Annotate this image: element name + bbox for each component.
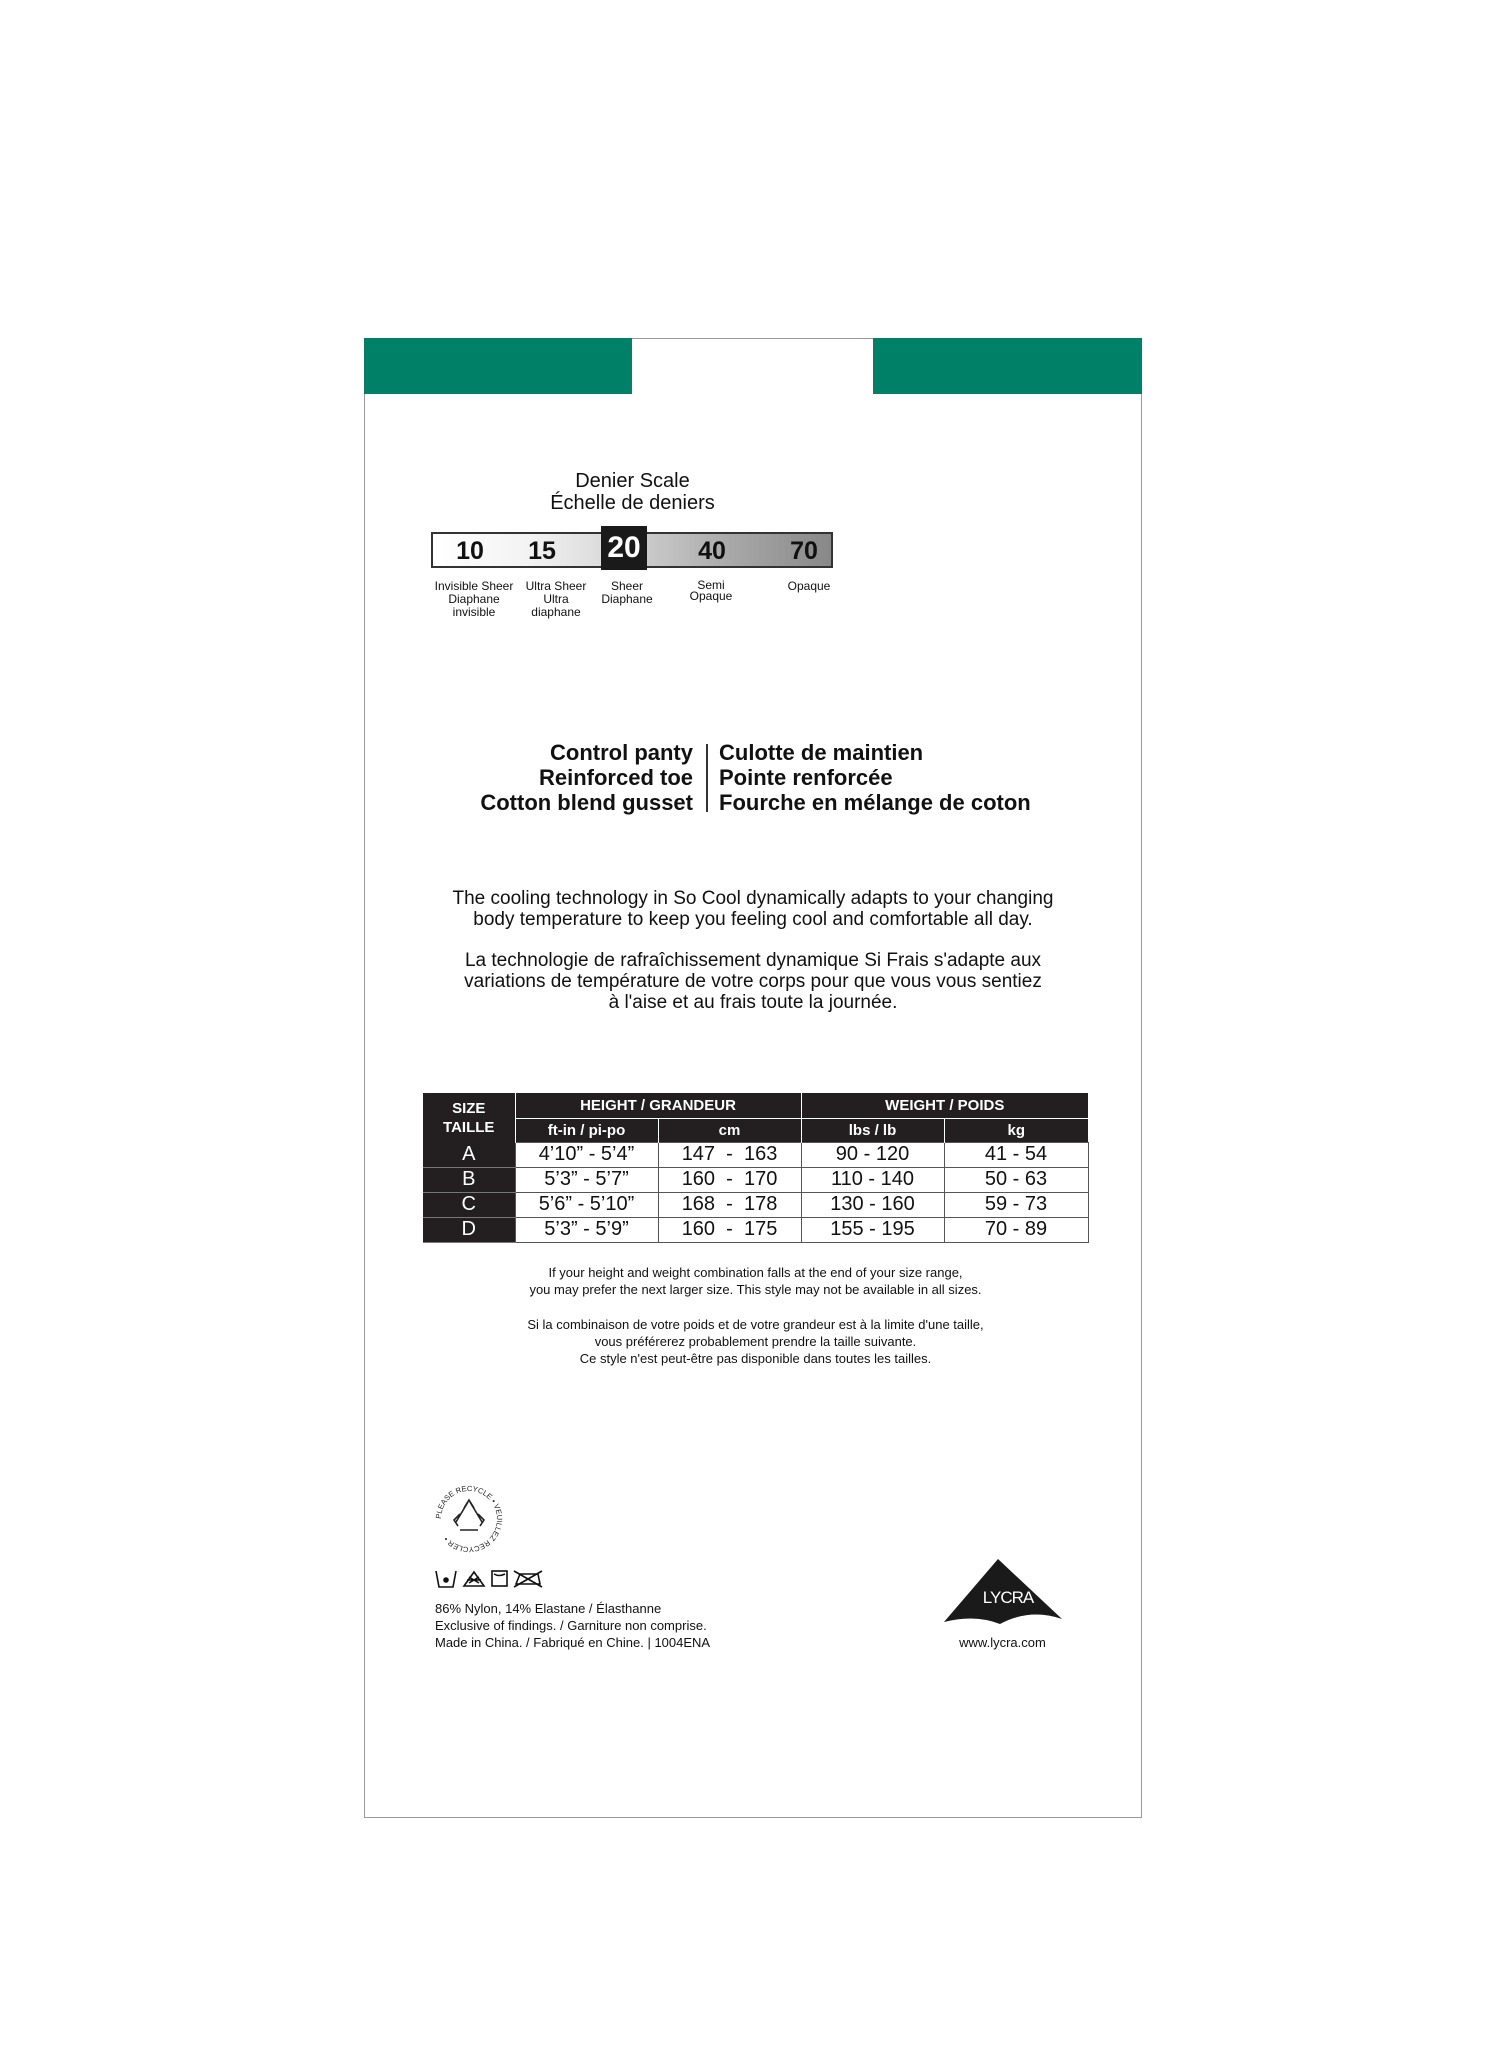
lbs-cell: 130 - 160 [801,1192,944,1217]
lycra-url: www.lycra.com [959,1635,1046,1650]
description-line: The cooling technology in So Cool dynamically adapts to your changing [452,888,1054,909]
size-note-en [423,1264,1088,1298]
recycle-icon [434,1484,504,1554]
table-row [423,1217,1088,1242]
note-line: Ce style n'est peut-être pas disponible dans toutes les tailles. [579,1351,932,1366]
lbs-cell: 155 - 195 [801,1217,944,1242]
denier-label-line: Sheer [610,579,644,593]
denier-label-line: Ultra [543,592,569,606]
feature-en-1: Control panty [550,740,693,765]
table-row [423,1192,1088,1217]
lbs-cell: 110 - 140 [801,1167,944,1192]
denier-value-40: 40 [698,537,726,565]
svg-text:PLEASE RECYCLE • VEUILLEZ RECY [434,1484,504,1554]
green-band-left [364,338,632,394]
feature-en-3: Cotton blend gusset [480,790,693,815]
denier-label-line: Diaphane [448,592,500,606]
denier-label-line: Diaphane [601,592,653,606]
denier-value-70: 70 [790,537,818,565]
ftin-cell: 5’3” - 5’7” [515,1167,658,1192]
description-line: à l'aise et au frais toute la journée. [608,992,898,1013]
lbs-cell: 90 - 120 [801,1142,944,1167]
table-row [423,1167,1088,1192]
features-divider [706,744,708,812]
denier-scale-title [500,470,765,514]
ftin-cell: 5’3” - 5’9” [515,1217,658,1242]
feature-fr-2: Pointe renforcée [719,765,893,790]
denier-label-40 [676,580,746,602]
weight-header: WEIGHT / POIDS [801,1093,1088,1118]
note-line: you may prefer the next larger size. This style may not be available in all sizes. [529,1282,982,1297]
origin-line: Made in China. / Fabriqué en Chine. | 1004ENA [435,1635,711,1650]
table-row [423,1142,1088,1167]
features-fr [719,740,1059,815]
fabric-line: 86% Nylon, 14% Elastane / Élasthanne [435,1601,662,1616]
kg-cell: 70 - 89 [944,1217,1088,1242]
subheader-lbs: lbs / lb [801,1118,944,1142]
cm-cell: 147 - 163 [658,1142,801,1167]
green-band-right [873,338,1142,394]
kg-cell: 41 - 54 [944,1142,1088,1167]
denier-value-10: 10 [456,537,484,565]
size-header-fr: TAILLE [443,1118,495,1136]
size-cell: B [423,1167,515,1192]
size-header-en: SIZE [452,1099,486,1117]
denier-label-line: Invisible Sheer [434,579,514,593]
size-chart-table [423,1093,1089,1243]
feature-fr-1: Culotte de maintien [719,740,924,765]
subheader-cm: cm [658,1118,801,1142]
denier-scale-bar [431,532,833,568]
denier-title-en: Denier Scale [575,470,690,492]
note-line: vous préférerez probablement prendre la taille suivante. [594,1334,917,1349]
note-line: Si la combinaison de votre poids et de votre grandeur est à la limite d'une taille, [527,1317,984,1332]
ftin-cell: 5’6” - 5’10” [515,1192,658,1217]
size-note-fr [423,1316,1088,1367]
description-line: body temperature to keep you feeling cool and comfortable all day. [473,909,1033,930]
kg-cell: 59 - 73 [944,1192,1088,1217]
dry-icon [492,1571,507,1586]
bleach-icon [464,1572,484,1586]
recycle-text: PLEASE RECYCLE • VEUILLEZ RECYCLER • [434,1484,504,1554]
denier-label-line: Semi [697,578,725,592]
note-line: If your height and weight combination falls at the end of your size range, [548,1265,963,1280]
features-en [440,740,693,815]
denier-label-70 [774,580,844,593]
cm-cell: 160 - 175 [658,1217,801,1242]
cm-cell: 160 - 170 [658,1167,801,1192]
denier-label-line: Opaque [787,579,831,593]
feature-fr-3: Fourche en mélange de coton [719,790,1031,815]
findings-line: Exclusive of findings. / Garniture non comprise. [435,1618,707,1633]
care-symbols-icon [434,1568,564,1590]
denier-value-20-selected: 20 [601,526,647,570]
description-line: variations de température de votre corps pour que vous vous sentiez [464,971,1042,992]
denier-label-line: diaphane [531,605,581,619]
fabric-info [435,1600,795,1651]
denier-label-line: Ultra Sheer [525,579,587,593]
lycra-logo-text: LYCRA [982,1588,1034,1607]
subheader-kg: kg [944,1118,1088,1142]
denier-label-line: Opaque [689,589,733,603]
description-fr [400,950,1106,1013]
size-cell: A [423,1142,515,1167]
size-header [423,1093,515,1142]
denier-label-15 [518,580,594,619]
subheader-ftin: ft-in / pi-po [515,1118,658,1142]
denier-title-fr: Échelle de deniers [550,492,715,514]
denier-label-10 [432,580,516,619]
lycra-logo-icon [940,1556,1065,1631]
kg-cell: 50 - 63 [944,1167,1088,1192]
denier-label-line: invisible [452,605,496,619]
size-cell: C [423,1192,515,1217]
description-en [400,888,1106,930]
cm-cell: 168 - 178 [658,1192,801,1217]
height-header: HEIGHT / GRANDEUR [515,1093,801,1118]
denier-value-15: 15 [528,537,556,565]
feature-en-2: Reinforced toe [538,765,693,790]
description-line: La technologie de rafraîchissement dynamique Si Frais s'adapte aux [464,950,1042,971]
denier-label-20 [592,580,662,606]
size-cell: D [423,1217,515,1242]
ftin-cell: 4’10” - 5’4” [515,1142,658,1167]
